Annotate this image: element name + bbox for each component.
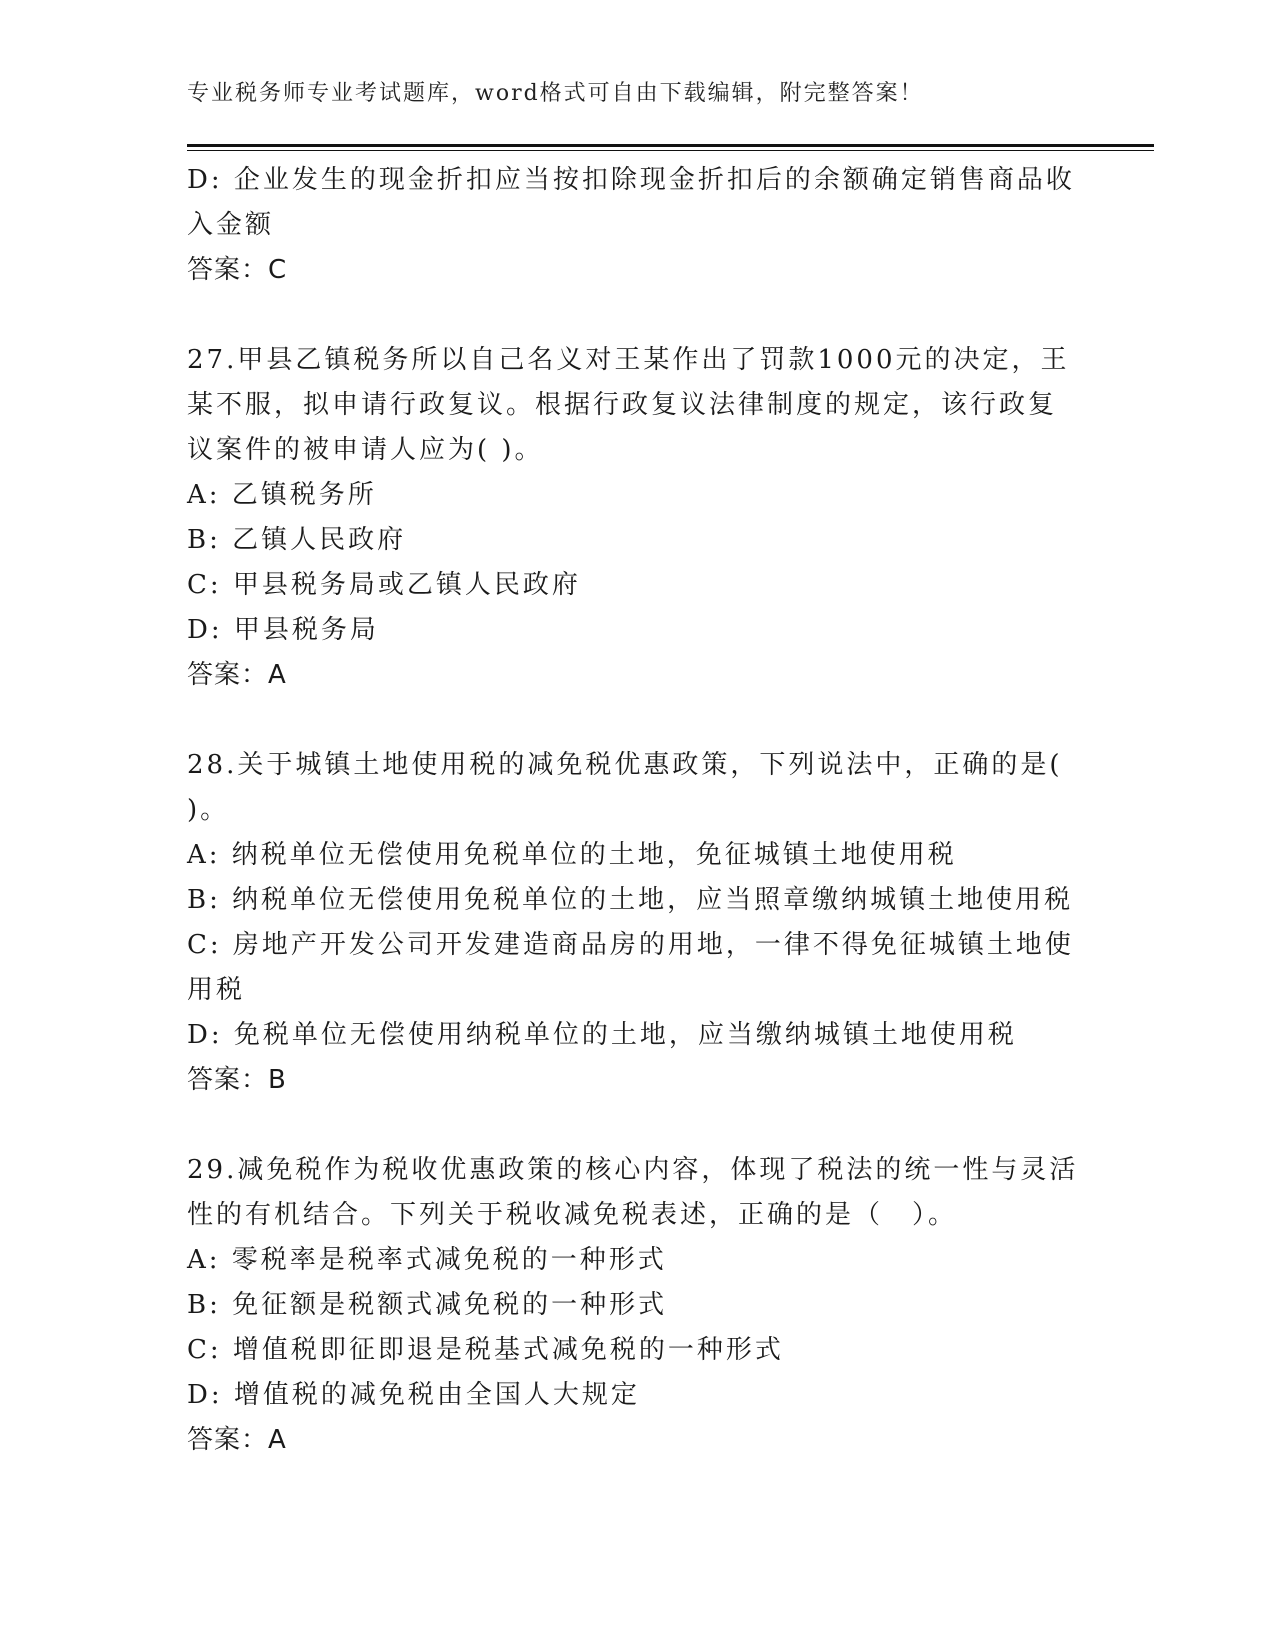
question-26-continued — [187, 158, 1087, 293]
spacer — [187, 293, 1087, 338]
q27-answer: 答案：A — [187, 660, 287, 690]
q28-option-a: A: 纳税单位无偿使用免税单位的土地，免征城镇土地使用税 — [187, 840, 957, 870]
q29-stem-line2: 性的有机结合。下列关于税收减免税表述，正确的是（ ）。 — [187, 1200, 958, 1230]
q27-option-c: C: 甲县税务局或乙镇人民政府 — [187, 570, 581, 600]
q27-option-a: A: 乙镇税务所 — [187, 480, 377, 510]
question-27 — [187, 338, 1087, 698]
question-28 — [187, 743, 1087, 1103]
q28-option-c-line1: C: 房地产开发公司开发建造商品房的用地，一律不得免征城镇土地使 — [187, 930, 1074, 960]
q28-option-d: D: 免税单位无偿使用纳税单位的土地，应当缴纳城镇土地使用税 — [187, 1020, 1017, 1050]
q29-option-c: C: 增值税即征即退是税基式减免税的一种形式 — [187, 1335, 784, 1365]
q28-option-c-line2: 用税 — [187, 975, 246, 1005]
q26-answer: 答案：C — [187, 255, 288, 285]
header-rule-thin — [187, 150, 1154, 151]
q29-option-a: A: 零税率是税率式减免税的一种形式 — [187, 1245, 667, 1275]
q28-stem-line1: 28.关于城镇土地使用税的减免税优惠政策，下列说法中，正确的是( — [187, 750, 1063, 780]
q27-stem-line2: 某不服，拟申请行政复议。根据行政复议法律制度的规定，该行政复 — [187, 390, 1058, 420]
q26-option-d-line2: 入金额 — [187, 210, 275, 240]
q28-answer: 答案：B — [187, 1065, 287, 1095]
question-29 — [187, 1148, 1087, 1463]
q27-stem-line3: 议案件的被申请人应为( )。 — [187, 435, 544, 465]
q28-option-b: B: 纳税单位无偿使用免税单位的土地，应当照章缴纳城镇土地使用税 — [187, 885, 1074, 915]
q29-stem-line1: 29.减免税作为税收优惠政策的核心内容，体现了税法的统一性与灵活 — [187, 1155, 1079, 1185]
q28-stem-line2: )。 — [187, 795, 230, 825]
q29-option-b: B: 免征额是税额式减免税的一种形式 — [187, 1290, 668, 1320]
q27-option-b: B: 乙镇人民政府 — [187, 525, 407, 555]
q29-option-d: D: 增值税的减免税由全国人大规定 — [187, 1380, 640, 1410]
q27-stem-line1: 27.甲县乙镇税务所以自己名义对王某作出了罚款1000元的决定，王 — [187, 345, 1070, 375]
document-body — [187, 158, 1087, 1463]
q29-answer: 答案：A — [187, 1425, 287, 1455]
header-rule-thick — [187, 144, 1154, 147]
q27-option-d: D: 甲县税务局 — [187, 615, 379, 645]
spacer — [187, 698, 1087, 743]
q26-option-d-line1: D: 企业发生的现金折扣应当按扣除现金折扣后的余额确定销售商品收 — [187, 165, 1075, 195]
spacer — [187, 1103, 1087, 1148]
page-header: 专业税务师专业考试题库，word格式可自由下载编辑，附完整答案！ — [187, 81, 924, 106]
